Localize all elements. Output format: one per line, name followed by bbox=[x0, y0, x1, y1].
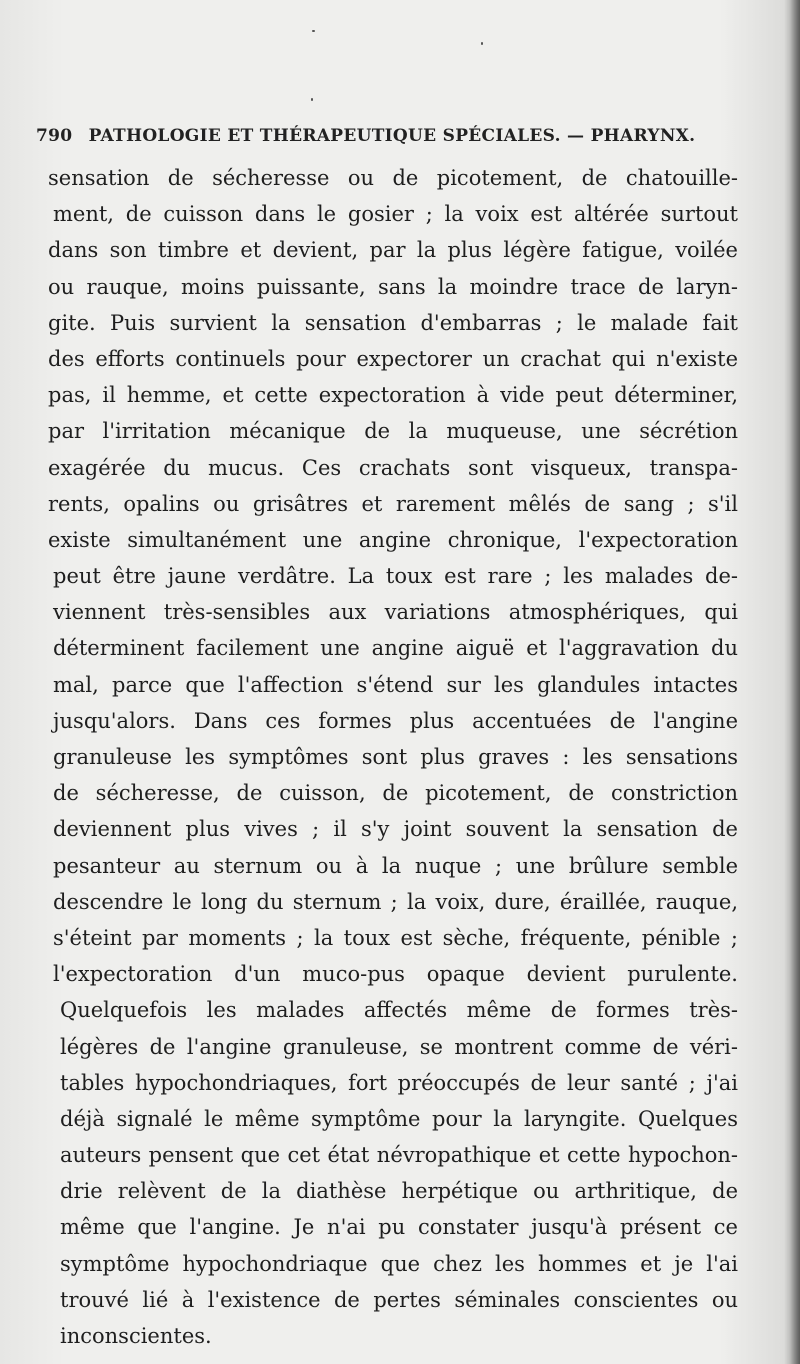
text-line: peut être jaune verdâtre. La toux est rare ; les malades de- bbox=[53, 564, 738, 589]
page-edge-shadow bbox=[790, 0, 800, 1364]
print-speck bbox=[311, 98, 313, 101]
text-line: pesanteur au sternum ou à la nuque ; une brûlure semble bbox=[53, 853, 738, 878]
text-line: dans son timbre et devient, par la plus légère fatigue, voilée bbox=[48, 238, 738, 263]
text-line: pas, il hemme, et cette expectoration à vide peut déterminer, bbox=[48, 383, 738, 408]
text-line: s'éteint par moments ; la toux est sèche, fréquente, pénible ; bbox=[53, 925, 738, 950]
text-line: granuleuse les symptômes sont plus graves : les sensations bbox=[53, 745, 738, 769]
page-number: 790 bbox=[36, 126, 73, 146]
text-line: rents, opalins ou grisâtres et rarement mêlés de sang ; s'il bbox=[48, 491, 738, 516]
text-line: ou rauque, moins puissante, sans la moindre trace de laryn- bbox=[48, 274, 738, 299]
text-line: même que l'angine. Je n'ai pu constater jusqu'à présent ce bbox=[60, 1215, 738, 1240]
text-line: symptôme hypochondriaque que chez les hommes et je l'ai bbox=[60, 1251, 738, 1276]
text-line: déterminent facilement une angine aiguë et l'aggravation du bbox=[53, 636, 738, 661]
text-line: jusqu'alors. Dans ces formes plus accentuées de l'angine bbox=[53, 708, 738, 733]
text-line: mal, parce que l'affection s'étend sur les glandules intactes bbox=[53, 672, 738, 697]
text-line: légères de l'angine granuleuse, se montrent comme de véri- bbox=[60, 1034, 738, 1059]
text-line: existe simultanément une angine chronique, l'expectoration bbox=[48, 527, 738, 552]
body-text bbox=[48, 160, 738, 1354]
running-title: PATHOLOGIE ET THÉRAPEUTIQUE SPÉCIALES. — PHARYNX. bbox=[88, 126, 696, 146]
text-line: tables hypochondriaques, fort préoccupés de leur santé ; j'ai bbox=[60, 1070, 738, 1095]
text-line: ment, de cuisson dans le gosier ; la voix est altérée surtout bbox=[53, 202, 738, 227]
text-line: drie relèvent de la diathèse herpétique ou arthritique, de bbox=[60, 1179, 738, 1204]
text-line: Quelquefois les malades affectés même de formes très- bbox=[60, 998, 738, 1023]
text-line: exagérée du mucus. Ces crachats sont visqueux, transpa- bbox=[48, 455, 738, 480]
text-line: deviennent plus vives ; il s'y joint souvent la sensation de bbox=[53, 817, 738, 842]
text-line: gite. Puis survient la sensation d'embarras ; le malade fait bbox=[48, 310, 738, 335]
print-speck bbox=[312, 30, 315, 32]
text-line: inconscientes. bbox=[60, 1324, 212, 1348]
text-line: de sécheresse, de cuisson, de picotement, de constriction bbox=[53, 781, 738, 806]
text-line: sensation de sécheresse ou de picotement, de chatouille- bbox=[48, 166, 738, 190]
text-line: par l'irritation mécanique de la muqueuse, une sécrétion bbox=[48, 419, 738, 444]
running-header bbox=[36, 126, 736, 146]
text-line: des efforts continuels pour expectorer un crachat qui n'existe bbox=[48, 346, 738, 371]
text-line: trouvé lié à l'existence de pertes séminales conscientes ou bbox=[60, 1287, 738, 1312]
text-line: déjà signalé le même symptôme pour la laryngite. Quelques bbox=[60, 1106, 738, 1131]
text-line: l'expectoration d'un muco-pus opaque devient purulente. bbox=[53, 962, 738, 987]
text-line: auteurs pensent que cet état névropathique et cette hypochon- bbox=[60, 1143, 738, 1168]
text-line: viennent très-sensibles aux variations atmosphériques, qui bbox=[53, 600, 738, 625]
print-speck bbox=[481, 42, 483, 45]
text-line: descendre le long du sternum ; la voix, dure, éraillée, rauque, bbox=[53, 889, 738, 914]
